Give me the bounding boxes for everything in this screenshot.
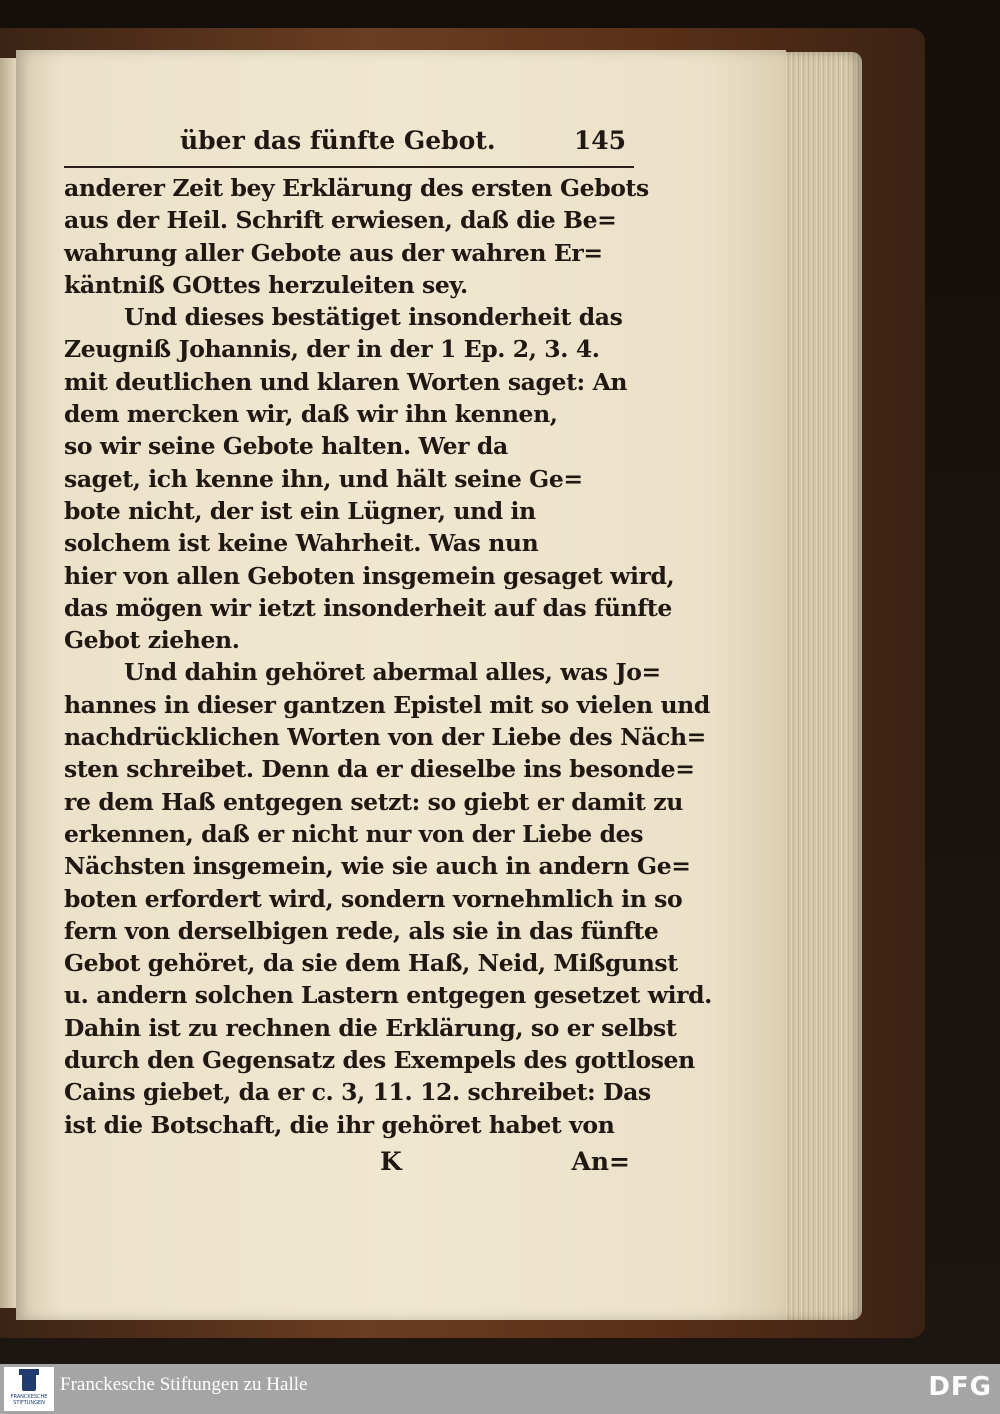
text-line: Und dieses bestätiget insonderheit das: [124, 303, 623, 332]
running-title: über das fünfte Gebot.: [180, 126, 496, 155]
text-line: hier von allen Geboten insgemein gesaget wird,: [64, 561, 675, 590]
running-head: [64, 126, 630, 166]
text-line: wahrung aller Gebote aus der wahren Er=: [64, 238, 603, 267]
text-line: aus der Heil. Schrift erwiesen, daß die Be=: [64, 206, 617, 235]
text-line: Und dahin gehöret abermal alles, was Jo=: [124, 658, 661, 687]
page-foot: [64, 1147, 630, 1187]
text-line: saget, ich kenne ihn, und hält seine Ge=: [64, 464, 583, 493]
page-text: [64, 126, 712, 1187]
text-line: sten schreibet. Denn da er dieselbe ins besonde=: [64, 755, 695, 784]
text-line: nachdrücklichen Worten von der Liebe des Näch=: [64, 723, 706, 752]
text-line: Dahin ist zu rechnen die Erklärung, so er selbst: [64, 1013, 677, 1042]
text-line: Gebot ziehen.: [64, 626, 240, 655]
text-line: Nächsten insgemein, wie sie auch in andern Ge=: [64, 852, 691, 881]
body-text: [64, 172, 712, 1141]
text-line: das mögen wir ietzt insonderheit auf das fünfte: [64, 593, 672, 622]
text-line: re dem Haß entgegen setzt: so giebt er damit zu: [64, 787, 683, 816]
building-icon: [22, 1371, 36, 1391]
text-line: Cains giebet, da er c. 3, 11. 12. schreibet: Das: [64, 1078, 651, 1107]
logo-caption: FRANCKESCHE STIFTUNGEN: [10, 1394, 48, 1406]
head-rule: [64, 166, 634, 168]
dfg-logo[interactable]: DFG: [928, 1372, 992, 1402]
institution-name[interactable]: Franckesche Stiftungen zu Halle: [60, 1374, 308, 1395]
page-number: 145: [573, 126, 626, 155]
text-line: dem mercken wir, daß wir ihn kennen,: [64, 400, 558, 429]
text-line: durch den Gegensatz des Exempels des gottlosen: [64, 1046, 695, 1075]
institution-logo[interactable]: [4, 1367, 54, 1411]
text-line: fern von derselbigen rede, als sie in das fünfte: [64, 916, 659, 945]
facing-page-edge: [0, 58, 16, 1308]
catchword: An=: [571, 1146, 630, 1176]
text-line: Zeugniß Johannis, der in der 1 Ep. 2, 3. 4.: [64, 335, 600, 364]
text-line: käntniß GOttes herzuleiten sey.: [64, 270, 468, 299]
text-line: mit deutlichen und klaren Worten saget: An: [64, 367, 628, 396]
text-line: solchem ist keine Wahrheit. Was nun: [64, 529, 539, 558]
text-line: boten erfordert wird, sondern vornehmlich in so: [64, 884, 683, 913]
text-line: bote nicht, der ist ein Lügner, und in: [64, 496, 536, 525]
text-line: u. andern solchen Lastern entgegen gesetzet wird.: [64, 981, 712, 1010]
text-line: Gebot gehöret, da sie dem Haß, Neid, Mißgunst: [64, 949, 678, 978]
text-line: so wir seine Gebote halten. Wer da: [64, 432, 508, 461]
text-line: erkennen, daß er nicht nur von der Liebe des: [64, 819, 644, 848]
signature-mark: K: [380, 1146, 402, 1176]
text-line: anderer Zeit bey Erklärung des ersten Gebots: [64, 174, 649, 202]
text-line: ist die Botschaft, die ihr gehöret habet von: [64, 1110, 615, 1139]
text-line: hannes in dieser gantzen Epistel mit so vielen und: [64, 690, 710, 719]
